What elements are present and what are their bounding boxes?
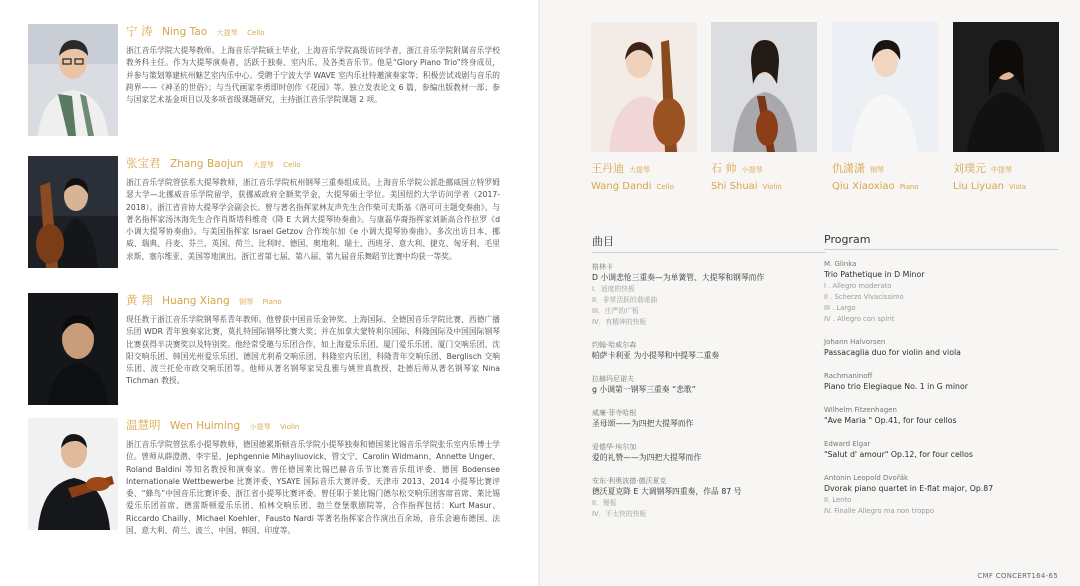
portrait-photo xyxy=(28,293,118,405)
name-en: Wen Huiming xyxy=(170,420,241,432)
program-heading-zh: 曲目 xyxy=(592,233,782,253)
work-title: 德沃夏克降 E 大调钢琴四重奏，作品 87 号 xyxy=(592,487,742,496)
right-page xyxy=(540,0,1080,586)
movement: IV．不太快的快板 xyxy=(592,510,647,518)
program-work xyxy=(592,374,782,396)
program-work xyxy=(824,259,1014,325)
program-work xyxy=(592,262,782,328)
work-title: D 小调悲怆三重奏—为单簧管、大提琴和钢琴而作 xyxy=(592,273,765,282)
work-title: Dvorak piano quartet in E-flat major, Op.87 xyxy=(824,484,994,493)
program-list-en xyxy=(824,259,1014,517)
composer-name: 安东·利奥波德·德沃夏克 xyxy=(592,477,667,485)
instrument-zh: 大提琴 xyxy=(629,166,650,174)
movement: IV . Allegro con spirit xyxy=(824,315,895,323)
bio-wen-huiming xyxy=(28,418,500,542)
program-work xyxy=(824,473,1014,517)
name-en: Ning Tao xyxy=(162,26,208,38)
movement: II．慢板 xyxy=(592,499,617,507)
program-en xyxy=(824,233,1014,517)
composer-name: 威廉·菲寺哈根 xyxy=(592,409,637,417)
program-work xyxy=(824,371,1014,393)
program-zh xyxy=(592,233,782,520)
performer-name xyxy=(126,156,500,172)
movement: IV．有精神的快板 xyxy=(592,318,647,326)
portrait-photo xyxy=(953,22,1059,152)
name-en: Qiu Xiaoxiao xyxy=(832,181,895,192)
name-en: Wang Dandi xyxy=(591,181,652,192)
work-title: "Ave Maria " Op.41, for four cellos xyxy=(824,416,957,425)
bio-zhang-baojun xyxy=(28,156,500,280)
name-zh: 温慧明 xyxy=(126,418,161,432)
composer-name: M. Glinka xyxy=(824,260,857,268)
instrument-zh: 钢琴 xyxy=(239,298,254,306)
composer-name: Antonin Leopold Dvořák xyxy=(824,474,909,482)
composer-name: 约翰·哈威尔森 xyxy=(592,341,637,349)
work-title: g 小调第一钢琴三重奏 “悲歌” xyxy=(592,385,696,394)
portrait-photo xyxy=(28,156,118,268)
composer-name: Johann Halvorsen xyxy=(824,338,886,346)
movement: II . Scherzo Vivacissimo xyxy=(824,293,904,301)
program-work xyxy=(824,337,1014,359)
portrait-photo xyxy=(591,22,697,152)
composer-name: 爱德华·埃尔加 xyxy=(592,443,637,451)
bio-text: 浙江音乐学院大提琴教师。上海音乐学院硕士毕业，上海音乐学院高级访问学者，浙江音乐学院附属音乐学校教务科主任。作为大提琴演奏者，活跃于独奏、室内乐、及各类音乐节。他是“Glory Piano Trio”终身成员，并参与策划筹建杭州魅艺室内乐中心。受聘于宁波大学 WAVE 室内乐社特邀演奏家等；积极尝试戏剧与音乐的跨界——《神圣的世俗》；与当代画家李勇即时创作《花园》等。独立发表论文 6 篇，参编出版教材一部；参与国家艺术基金项目以及多项省级课题研究，主持浙江音乐学院课题 2 项。 xyxy=(126,46,500,105)
instrument-zh: 钢琴 xyxy=(870,166,884,174)
work-title: 帕萨卡利亚 为小提琴和中提琴二重奏 xyxy=(592,351,720,360)
portrait-card-qiu-xiaoxiao xyxy=(832,22,938,192)
work-title: "Salut d' amour" Op.12, for four cellos xyxy=(824,450,973,459)
program-work xyxy=(592,476,782,520)
instrument-zh: 大提琴 xyxy=(216,29,238,37)
program-work xyxy=(592,442,782,464)
program-work xyxy=(824,405,1014,427)
program-work xyxy=(592,408,782,430)
portrait-card-liu-liyuan xyxy=(953,22,1059,192)
work-title: 爱的礼赞——为四把大提琴而作 xyxy=(592,453,702,462)
composer-name: Rachmaninoff xyxy=(824,372,873,380)
name-zh: 仇潇潇 xyxy=(832,162,865,175)
performer-name xyxy=(126,24,500,40)
instrument-zh: 大提琴 xyxy=(252,161,274,169)
name-zh: 宁 涛 xyxy=(126,24,153,38)
instrument-zh: 小提琴 xyxy=(249,423,271,431)
movement: I . Allegro moderato xyxy=(824,282,892,290)
bio-ning-tao xyxy=(28,24,500,148)
instrument-en: Violin xyxy=(280,423,300,431)
movement: III . Largo xyxy=(824,304,856,312)
instrument-en: Cello xyxy=(656,183,674,191)
portrait-photo xyxy=(28,418,118,530)
performer-name xyxy=(126,293,500,309)
bio-text: 现任教于浙江音乐学院钢琴系青年教师。他曾获中国音乐金钟奖、上海国际、全德国音乐学院比赛、西德广播乐团 WDR 青年独奏家比赛，莫扎特国际钢琴比赛大奖；并在加拿大蒙特利尔国际、科隆国际及中国国际钢琴比赛获得半决赛奖以及特别奖。他经常受邀与乐团合作，如上海爱乐乐团、厦门爱乐乐团、厦门交响乐团、沈阳交响乐团、韩国光州爱乐乐团、德国尤利希交响乐团、科隆室内乐团、科隆青年交响乐团、Berglisch 交响乐团、波兰托伦市政交响乐团等。他师从著名钢琴家吴乱雅与姚世真教授，赴德后师从著名钢琴家 Nina Tichman 教授。 xyxy=(126,315,500,386)
instrument-en: Violin xyxy=(762,183,782,191)
movement: IV. Finalle Allegro ma non troppo xyxy=(824,507,935,515)
composer-name: 格林卡 xyxy=(592,263,613,271)
composer-name: Wilhelm Fitzenhagen xyxy=(824,406,897,414)
program-list-zh xyxy=(592,262,782,520)
instrument-en: Viola xyxy=(1008,183,1027,191)
instrument-zh: 中提琴 xyxy=(991,166,1012,174)
bio-text: 浙江音乐学院管弦系小提琴教师，德国德累斯顿音乐学院小提琴独奏和德国莱比锡音乐学院张乐室内乐博士学位。曾师从薛澄潜、李宇星、Jephgennie Mihayliuovick、管文宁、Carolin Widmann、Annette Unger、Roland Baldini 等知名教授和演奏家。曾任德国莱比锡巴赫音乐节比赛音乐组评委、德国 Bodensee Internationale Wettbewerbe 比赛评委、YSAYE 国际音乐大赛评委、天津市 2013、2014 小提琴比赛评委、“蜂鸟”中国音乐比赛评委、浙江省小提琴比赛评委。曾任职于莱比锡门德尔松交响乐团客席首席、莱比锡爱乐乐团首席、德雷斯顿爱乐乐团、柏林交响乐团、勃兰登堡歌剧院等，合作指挥包括：Kurt Masur、Riccardo Chailly、Michael Koehler、Fausto Nardi 等著名指挥家合作演出百余场，音乐会遍布德国、法国、意大利、荷兰、波兰、中国、韩国、印度等。 xyxy=(126,440,500,536)
portrait-card-wang-dandi xyxy=(591,22,697,192)
movement: I．适度的快板 xyxy=(592,285,635,293)
name-zh: 王丹迪 xyxy=(591,162,624,175)
movement: II. Lento xyxy=(824,496,852,504)
name-zh: 石 帅 xyxy=(711,162,737,175)
name-zh: 刘璞元 xyxy=(953,162,986,175)
movement: III．庄严的广板 xyxy=(592,307,639,315)
bio-text: 浙江音乐学院管弦系大提琴教师，浙江音乐学院杭州钢琴三重奏组成员。上海音乐学院公派赴挪威国立特罗姆瑟大学—北挪威音乐学院留学，获挪威政府全额奖学金，大提琴硕士学位。美国纽约大学访问学者（2017-2018）。浙江省音协大提琴学会副会长。曾与著名指挥家林友声先生合作柴可夫斯基《洛可可主题变奏曲》。与著名指挥家汤沐海先生合作肖斯塔科维奇《降 E 大调大提琴协奏曲》。与康磊华裔指挥家刘新高合作拉罗《d 小调大提琴协奏曲》。与美国指挥家 Israel Getzov 合作埃尔加《e 小调大提琴协奏曲》。多次出访日本、挪威、瑞典、丹麦、芬兰、英国、荷兰、比利时、德国、奥地利、瑞士、西班牙、意大利、捷克、匈牙利、毛里求斯、塞尔维亚、美国等地演出。浙江省第七届、第八届、第九届音乐舞蹈节比赛中均获一等奖。 xyxy=(126,178,500,261)
name-en: Huang Xiang xyxy=(162,295,230,307)
portrait-photo xyxy=(711,22,817,152)
program-heading-en: Program xyxy=(824,233,1014,250)
composer-name: 拉赫玛尼诺夫 xyxy=(592,375,634,383)
portrait-photo xyxy=(832,22,938,152)
work-title: Piano trio Elegiaque No. 1 in G minor xyxy=(824,382,968,391)
composer-name: Edward Elgar xyxy=(824,440,871,448)
portrait-card-shi-shuai xyxy=(711,22,817,192)
portrait-photo xyxy=(28,24,118,136)
name-zh: 张宝君 xyxy=(126,156,161,170)
instrument-en: Cello xyxy=(247,29,265,37)
work-title: 圣母颂——为四把大提琴而作 xyxy=(592,419,694,428)
program-work xyxy=(824,439,1014,461)
movement: II．非常活跃的谐谑曲 xyxy=(592,296,658,304)
name-zh: 黄 翔 xyxy=(126,293,153,307)
name-en: Liu Liyuan xyxy=(953,181,1004,192)
page-footer: CMF CONCERT164-65 xyxy=(977,572,1058,580)
work-title: Trio Pathetique in D Minor xyxy=(824,270,925,279)
program-work xyxy=(592,340,782,362)
performer-name xyxy=(126,418,500,434)
work-title: Passacaglia duo for violin and viola xyxy=(824,348,961,357)
bio-huang-xiang xyxy=(28,293,500,417)
instrument-zh: 小提琴 xyxy=(741,166,763,174)
instrument-en: Piano xyxy=(899,183,919,191)
name-en: Shi Shuai xyxy=(711,181,758,192)
instrument-en: Cello xyxy=(283,161,301,169)
instrument-en: Piano xyxy=(262,298,282,306)
name-en: Zhang Baojun xyxy=(170,158,244,170)
